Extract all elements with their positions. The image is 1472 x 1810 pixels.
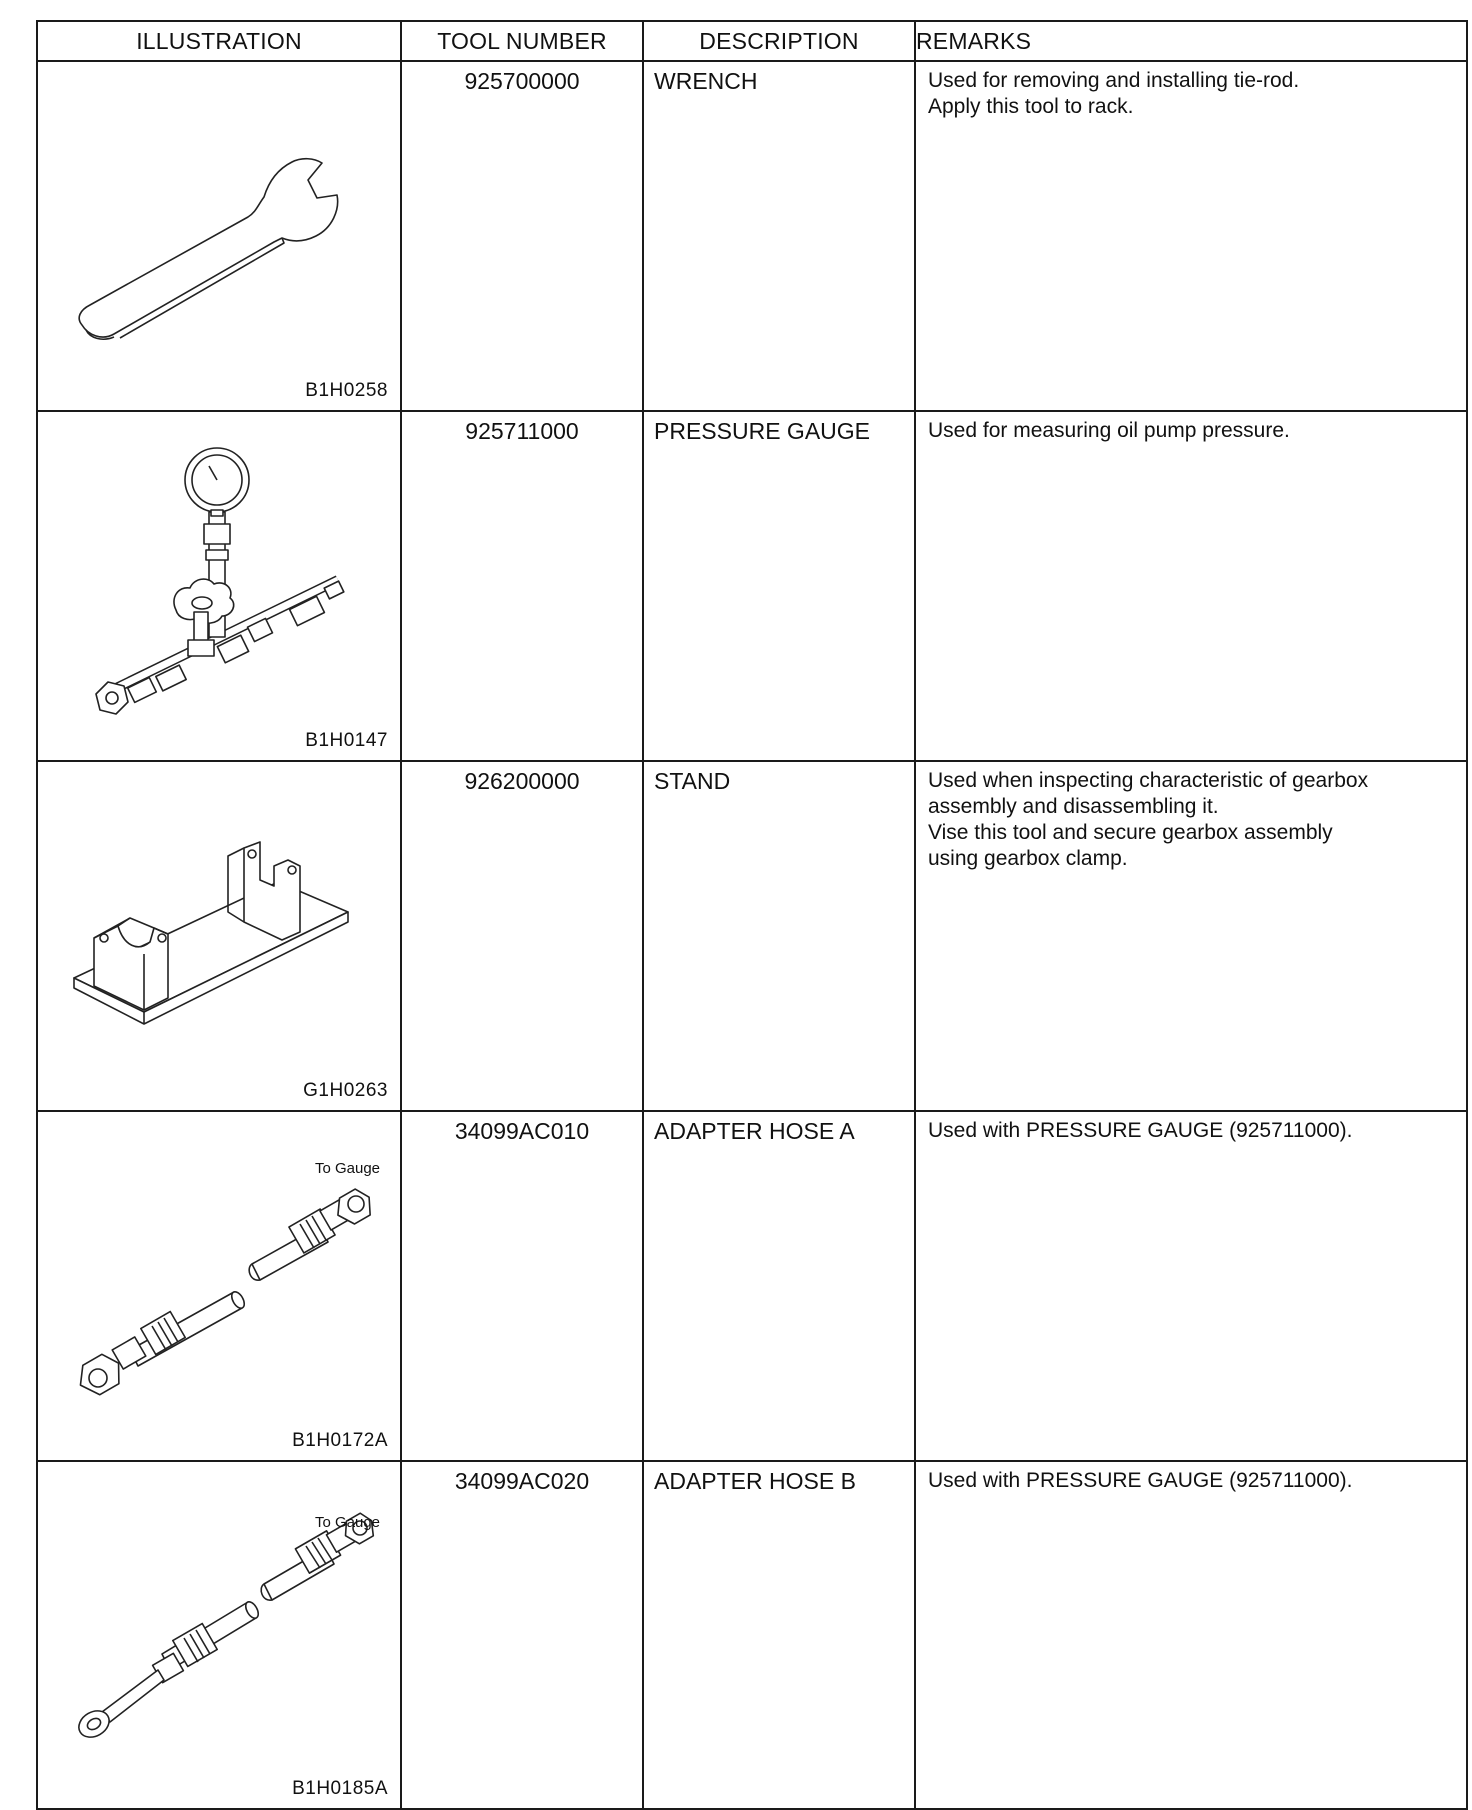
remarks-line: Used for measuring oil pump pressure.: [928, 419, 1290, 442]
illustration-cell: [37, 1111, 401, 1461]
table-row: [37, 761, 1467, 1111]
remarks-line: Used with PRESSURE GAUGE (925711000).: [928, 1469, 1353, 1492]
illustration-cell: [37, 761, 401, 1111]
illustration-cell: [37, 411, 401, 761]
illustration-code: B1H0172A: [292, 1430, 388, 1451]
remarks-line: Used with PRESSURE GAUGE (925711000).: [928, 1119, 1353, 1142]
to-gauge-note: To Gauge: [314, 1514, 380, 1531]
table-row: [37, 1461, 1467, 1809]
header-remarks: REMARKS: [915, 21, 1467, 61]
tool-description: ADAPTER HOSE A: [643, 1111, 915, 1461]
pressure-gauge-icon: [38, 412, 400, 754]
to-gauge-note: To Gauge: [314, 1160, 380, 1177]
tool-description: ADAPTER HOSE B: [643, 1461, 915, 1809]
illustration-cell: [37, 1461, 401, 1809]
remarks-line: Used for removing and installing tie-rod.: [928, 69, 1300, 92]
tool-remarks: [915, 1461, 1467, 1809]
tool-number: 34099AC010: [401, 1111, 643, 1461]
tool-remarks: [915, 1111, 1467, 1461]
header-tool-number: TOOL NUMBER: [401, 21, 643, 61]
tool-description: WRENCH: [643, 61, 915, 411]
table-row: [37, 61, 1467, 411]
remarks-line: assembly and disassembling it.: [928, 795, 1219, 818]
table-row: [37, 411, 1467, 761]
remarks-line: Vise this tool and secure gearbox assembly: [928, 821, 1333, 844]
tool-remarks: [915, 761, 1467, 1111]
tool-remarks: [915, 61, 1467, 411]
header-description: DESCRIPTION: [643, 21, 915, 61]
tool-description: STAND: [643, 761, 915, 1111]
table-row: [37, 1111, 1467, 1461]
table-header-row: [37, 21, 1467, 61]
remarks-line: using gearbox clamp.: [928, 847, 1128, 870]
remarks-line: Used when inspecting characteristic of gearbox: [928, 769, 1369, 792]
tool-description: PRESSURE GAUGE: [643, 411, 915, 761]
illustration-code: B1H0147: [305, 730, 388, 751]
special-tools-sheet: [36, 20, 1466, 1799]
remarks-line: Apply this tool to rack.: [928, 95, 1134, 118]
stand-icon: [38, 762, 400, 1104]
special-tools-table: [36, 20, 1468, 1810]
illustration-code: B1H0258: [305, 380, 388, 401]
tool-number: 925700000: [401, 61, 643, 411]
header-illustration: ILLUSTRATION: [37, 21, 401, 61]
wrench-icon: [38, 62, 400, 404]
tool-number: 926200000: [401, 761, 643, 1111]
illustration-code: G1H0263: [303, 1080, 388, 1101]
illustration-code: B1H0185A: [292, 1778, 388, 1799]
illustration-cell: [37, 61, 401, 411]
tool-number: 34099AC020: [401, 1461, 643, 1809]
tool-remarks: [915, 411, 1467, 761]
tool-number: 925711000: [401, 411, 643, 761]
